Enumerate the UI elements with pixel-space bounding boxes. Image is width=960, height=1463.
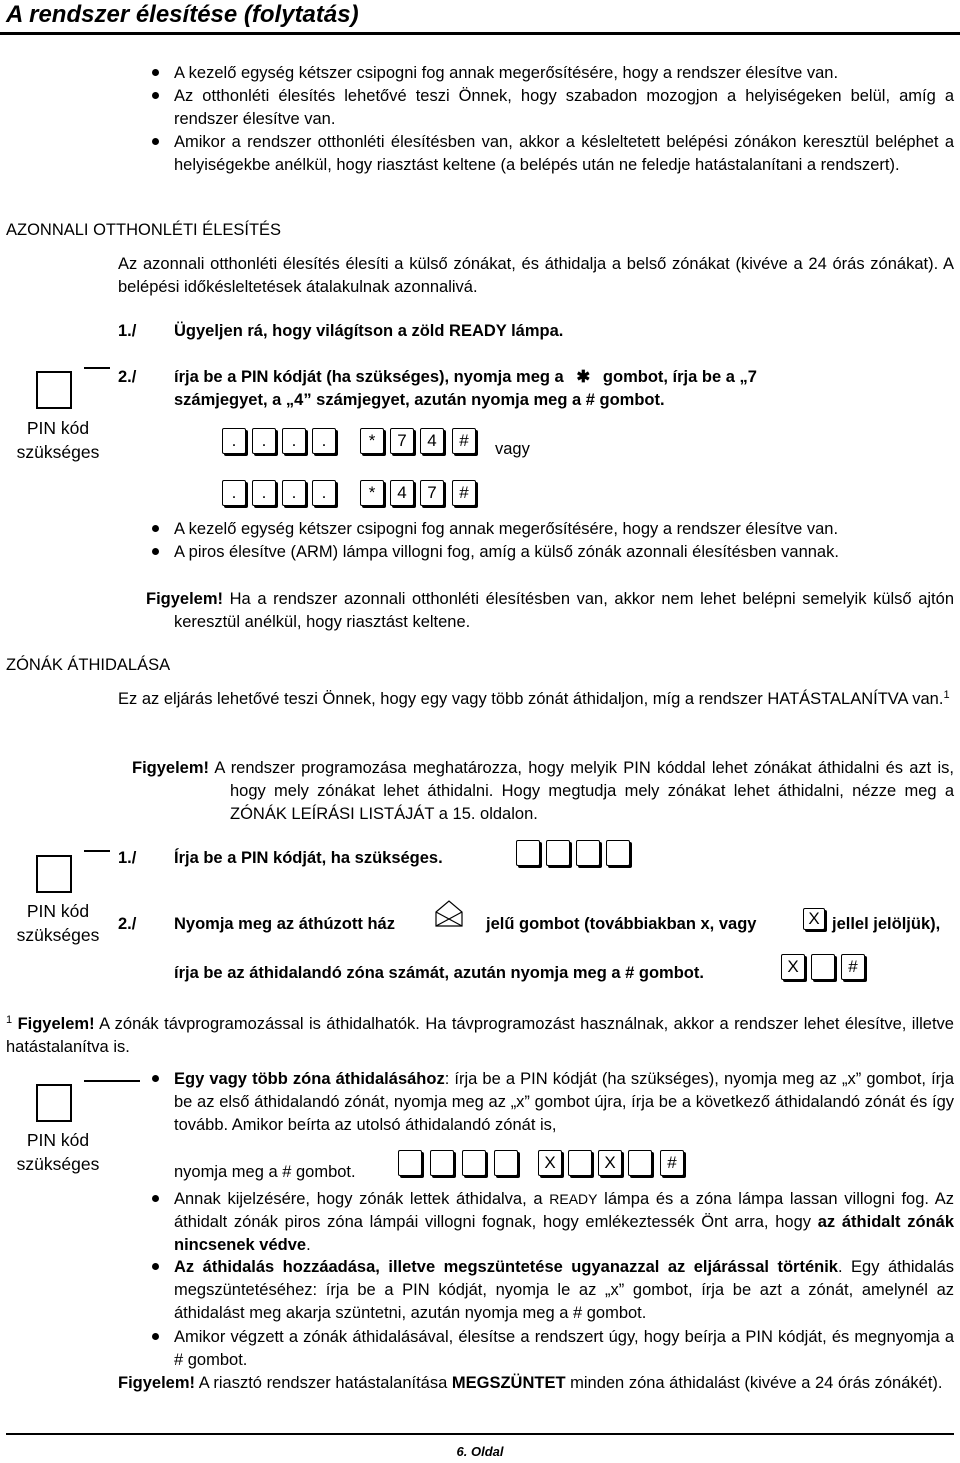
key-dot: . [252,480,276,506]
s3-b1-bold: Egy vagy több zóna áthidalásához [174,1070,445,1088]
s2-step2-line2: írja be az áthidalandó zóna számát, azután nyomja meg a # gombot. [174,964,704,982]
key-4: 4 [420,428,444,454]
bullet-icon [152,1068,162,1078]
s3-b2-bold: az áthidalt zónák nincsenek védve [174,1213,954,1254]
key-blank [494,1150,518,1176]
page-title: A rendszer élesítése (folytatás) [6,1,359,28]
intro-bullet-2: Az otthonléti élesítés lehetővé teszi Önnek, hogy szabadon mozogjon a helyiségeken belül, amíg a rendszer élesítve van. [174,87,954,128]
s3-b2-text-b: lámpa és a zóna lámpa lassan villogni fog. Az áthidalt zónák piros zóna lámpái villogni fognak, hogy emlékeztessék Önt arra, hogy [174,1190,955,1231]
bullet-icon [152,1188,162,1198]
pin-line [84,1080,140,1082]
s3-b3-text: . Egy áthidalás megszüntetéséhez: írja be a PIN kódját, nyomja le az „x” gombot, írja be azt a zónát, amelynél az áthidalást meg akarja szüntetni, azután nyomja meg a # gombot. [174,1258,955,1322]
key-hash: # [452,480,476,506]
key-blank [568,1150,592,1176]
pin-required-label [6,899,110,947]
footnote-label: Figyelem! [17,1015,95,1033]
section1-warning [146,588,954,634]
pin-required-label [6,416,110,464]
s2-step1-number: 1./ [118,849,137,867]
key-x: X [781,954,805,980]
ready-label: READY [549,1191,598,1207]
key-dot: . [312,480,336,506]
footnote-number: 1 [6,1014,13,1026]
warning-bold: MEGSZÜNTET [451,1374,566,1392]
s3-b1-text: : írja be a PIN kódját (ha szükséges), nyomja meg az „x” gombot, írja be az első áthidalandó zónát, nyomja meg az „x” gombot újra, írja be a következő áthidalandó zónát és így tovább. Amikor beírta az utolsó áthidalandó zónát is, [174,1070,954,1134]
key-x: X [803,908,825,930]
page-header [0,0,960,35]
crossed-house-icon [432,898,466,928]
s3-warning [118,1372,954,1395]
s2-step2-text-a: Nyomja meg az áthúzott ház [174,915,395,933]
key-blank [398,1150,422,1176]
footer-divider [6,1433,954,1435]
key-hash: # [452,428,476,454]
step2-text-b: gombot, írja be a „7 [602,368,757,386]
s3-bullet-3 [174,1256,954,1325]
section1-intro: Az azonnali otthonléti élesítés élesíti a külső zónákat, és áthidalja a belső zónákat (kivéve a 24 órás zónákat). A belépési időkésleltetések átalakulnak azonnalivá. [118,255,954,296]
pin-line [84,850,110,852]
key-dot: . [222,480,246,506]
bullet-icon [152,85,162,95]
pin-label-line1: PIN kód [26,1130,90,1150]
key-dot: . [312,428,336,454]
key-blank [606,840,630,866]
warning-label: Figyelem! [118,1374,196,1392]
intro-bullet-1: A kezelő egység kétszer csipogni fog annak megerősítésére, hogy a rendszer élesítve van. [174,64,839,82]
s3-bullet-1 [174,1068,954,1137]
step2-number: 2./ [118,368,137,386]
section-heading-instant-arm: AZONNALI OTTHONLÉTI ÉLESÍTÉS [6,221,282,239]
s3-b2-end: . [306,1236,311,1254]
bullet-icon [152,62,162,72]
s3-bullet-4: Amikor végzett a zónák áthidalásával, élesítse a rendszert úgy, hogy beírja a PIN kódját, és megnyomja a # gombot. [174,1328,954,1369]
bullet-icon [152,518,162,528]
warning-text-b: minden zóna áthidalást (kivéve a 24 órás zónákét). [565,1374,943,1392]
s2-step2-number: 2./ [118,915,137,933]
step1-number: 1./ [118,322,137,340]
pin-box-icon [36,855,72,893]
section1-bullet-2: A piros élesítve (ARM) lámpa villogni fog, amíg a külső zónák azonnali élesítésben vannak. [174,543,839,561]
key-dot: . [222,428,246,454]
warning-text: A rendszer programozása meghatározza, hogy melyik PIN kóddal lehet zónákat áthidalni és azt is, hogy mely zónákat lehet áthidalni. Hogy megtudja mely zónákat lehet áthidalni, nézze meg a ZÓNÁK LEÍRÁSI LISTÁJÁT a 15. oldalon. [209,759,954,823]
section-heading-zone-bypass: ZÓNÁK ÁTHIDALÁSA [6,656,171,674]
s3-b1-last: nyomja meg a # gombot. [174,1163,356,1181]
bullet-icon [152,1256,162,1266]
key-7: 7 [390,428,414,454]
s2-step2-text-b: jelű gombot (továbbiakban x, vagy [486,915,757,933]
pin-required-label [6,1128,110,1176]
s3-b3-bold: Az áthidalás hozzáadása, illetve megszüntetése ugyanazzal az eljárással történik [174,1258,838,1276]
s3-bullet-2 [174,1188,954,1257]
step2-line1 [174,366,954,389]
section1-bullet-1: A kezelő egység kétszer csipogni fog annak megerősítésére, hogy a rendszer élesítve van. [174,520,839,538]
page-number: 6. Oldal [456,1444,504,1459]
footnote [6,1013,954,1059]
asterisk-icon: ✱ [576,368,591,386]
key-dot: . [282,480,306,506]
key-blank [462,1150,486,1176]
warning-label: Figyelem! [132,759,210,777]
footnote-text: A zónák távprogramozással is áthidalhatók. Ha távprogramozást használnak, akkor a rendszer lehet élesítve, illetve hatástalanítva is. [6,1015,954,1056]
pin-label-line1: PIN kód [26,901,90,921]
s2-step2-text-c: jellel jelöljük), [832,915,941,933]
s3-b2-text-a: Annak kijelzésére, hogy zónák lettek áthidalva, a [174,1190,550,1208]
bullet-icon [152,131,162,141]
bullet-icon [152,541,162,551]
key-blank [576,840,600,866]
key-hash: # [660,1150,684,1176]
key-hash: # [841,954,865,980]
key-x: X [538,1150,562,1176]
key-blank [546,840,570,866]
pin-label-line2: szükséges [16,442,100,462]
key-4: 4 [390,480,414,506]
or-text: vagy [495,440,530,458]
key-star: * [360,428,384,454]
key-star: * [360,480,384,506]
key-dot: . [282,428,306,454]
pin-box-icon [36,371,72,409]
section2-warning [132,757,954,826]
key-blank [811,954,835,980]
section2-intro-text: Ez az eljárás lehetővé teszi Önnek, hogy egy vagy több zónát áthidaljon, míg a rendszer HATÁSTALANÍTVA van. [118,690,944,708]
step2-text-a: írja be a PIN kódját (ha szükséges), nyomja meg a [174,368,564,386]
pin-label-line2: szükséges [16,925,100,945]
key-7: 7 [420,480,444,506]
key-dot: . [252,428,276,454]
pin-box-icon [36,1084,72,1122]
pin-label-line1: PIN kód [26,418,90,438]
pin-line [84,367,110,369]
step2-line2: számjegyet, a „4” számjegyet, azután nyomja meg a # gombot. [174,391,665,409]
step1-text: Ügyeljen rá, hogy világítson a zöld READY lámpa. [174,322,564,340]
pin-label-line2: szükséges [16,1154,100,1174]
key-x: X [598,1150,622,1176]
bullet-icon [152,1326,162,1336]
warning-text-a: A riasztó rendszer hatástalanítása [195,1374,452,1392]
footnote-ref: 1 [943,689,950,701]
warning-label: Figyelem! [146,590,224,608]
warning-text: Ha a rendszer azonnali otthonléti élesítésben van, akkor nem lehet belépni semelyik külső ajtón keresztül anélkül, hogy riasztást keltene. [174,590,954,631]
section2-intro [118,688,954,711]
s2-step1-text: Írja be a PIN kódját, ha szükséges. [174,849,443,867]
key-blank [628,1150,652,1176]
key-blank [430,1150,454,1176]
key-blank [516,840,540,866]
intro-bullet-3: Amikor a rendszer otthonléti élesítésben van, akkor a késleltetett belépési zónákon keresztül beléphet a helyiségekbe anélkül, hogy riasztást keltene (a belépés után ne feledje hatástalanítani a rendszert). [174,133,954,174]
